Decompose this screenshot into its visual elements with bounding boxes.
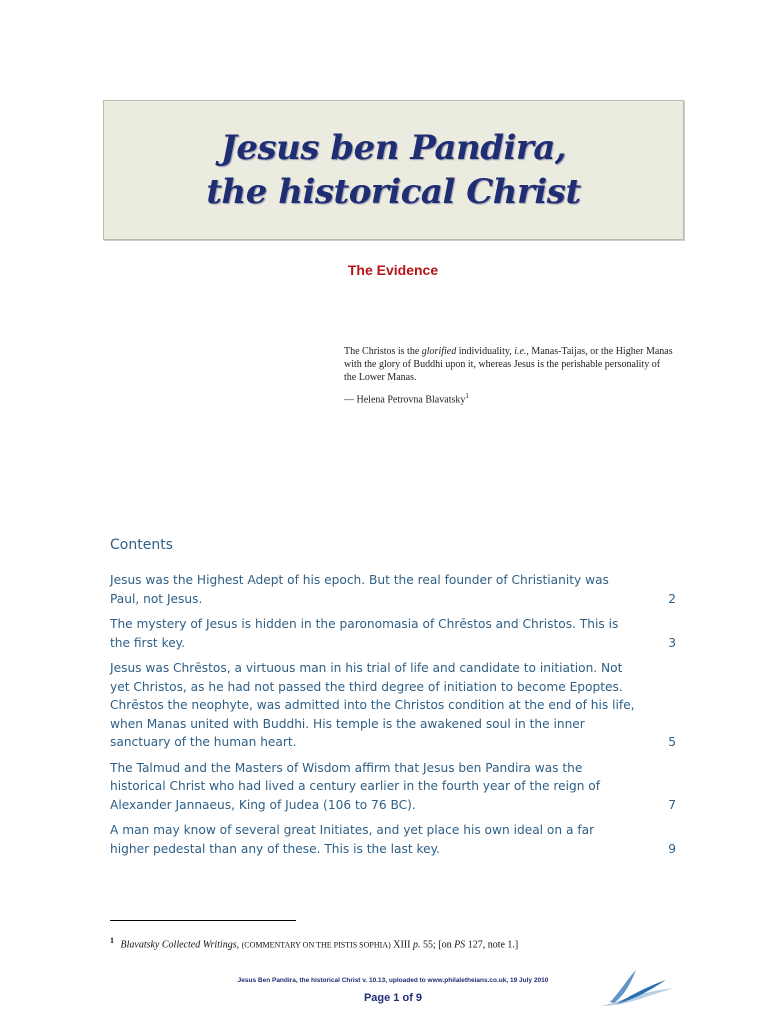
toc-item[interactable]	[110, 659, 676, 752]
footnote-ref[interactable]: 1	[465, 392, 469, 400]
toc-item-page: 2	[668, 591, 676, 606]
footnote-commentary: (COMMENTARY ON THE PISTIS SOPHIA)	[241, 940, 391, 950]
subtitle: The Evidence	[347, 262, 439, 278]
footer-line: Jesus Ben Pandira, the historical Christ v. 10.13, uploaded to www.philaletheians.co.uk, 19 July 2010	[237, 977, 549, 984]
contents-heading: Contents	[110, 537, 173, 553]
toc-item[interactable]	[110, 571, 676, 608]
quote-attribution: — Helena Petrovna Blavatsky$^1$	[344, 392, 469, 406]
toc-item-page: 5	[668, 735, 676, 749]
toc-item-page: 9	[668, 841, 676, 856]
toc-item-text: The mystery of Jesus is hidden in the paronomasia of Chrēstos and Christos. This is the first key.	[110, 617, 619, 650]
toc-item-page: 7	[668, 797, 676, 812]
toc-item-text: A man may know of several great Initiates, and yet place his own ideal on a far higher pedestal than any of these. This is the last key.	[110, 823, 595, 856]
footnote-number: 1	[110, 936, 114, 945]
page-number: Page 1 of 9	[363, 992, 423, 1004]
footnote-p-label: p.	[412, 939, 421, 951]
table-of-contents	[110, 571, 676, 865]
quote-text: The Christos is the glorified individuality, i.e., Manas-Taijas, or the Higher Manas with the glory of Buddhi upon it, whereas Jesus is the perishable personality of the Lower Manas.	[344, 346, 673, 383]
footnote-page: 55; [on	[422, 939, 452, 951]
toc-item-text: Jesus was the Highest Adept of his epoch. But the real founder of Christianity was Paul, not Jesus.	[110, 573, 609, 606]
footnote-work: Blavatsky Collected Writings,	[120, 939, 240, 951]
swoosh-logo-icon	[596, 966, 678, 1010]
toc-item-text: Jesus was Chrēstos, a virtuous man in his trial of life and candidate to initiation. Not yet Christos, as he had not passed the third degree of initiation to become Epoptes. Chrēstos the neophyte, was admitted into the Christos condition at the end of his life, when Manas united with Buddhi. His temple is the awakened soul in the inner sanctuary of the human heart.	[110, 661, 635, 749]
footnote-volume: XIII	[393, 939, 411, 951]
toc-item[interactable]	[110, 759, 676, 815]
toc-item-text: The Talmud and the Masters of Wisdom affirm that Jesus ben Pandira was the historical Christ who had lived a century earlier in the fourth year of the reign of Alexander Jannaeus, King of Judea (106 to 76 BC).	[110, 760, 601, 812]
epigraph-quote	[344, 345, 674, 406]
footnote-ps: PS	[454, 939, 466, 951]
footnote	[110, 936, 670, 950]
footnote-rest: 127, note 1.]	[467, 939, 519, 951]
title-line-1: Jesus ben Pandira,	[220, 128, 567, 168]
footnote-divider	[110, 920, 296, 921]
toc-item[interactable]	[110, 821, 676, 858]
toc-item-page: 3	[668, 635, 676, 650]
title-line-2: the historical Christ	[206, 172, 581, 212]
toc-item[interactable]	[110, 615, 676, 652]
title-box	[103, 100, 684, 240]
